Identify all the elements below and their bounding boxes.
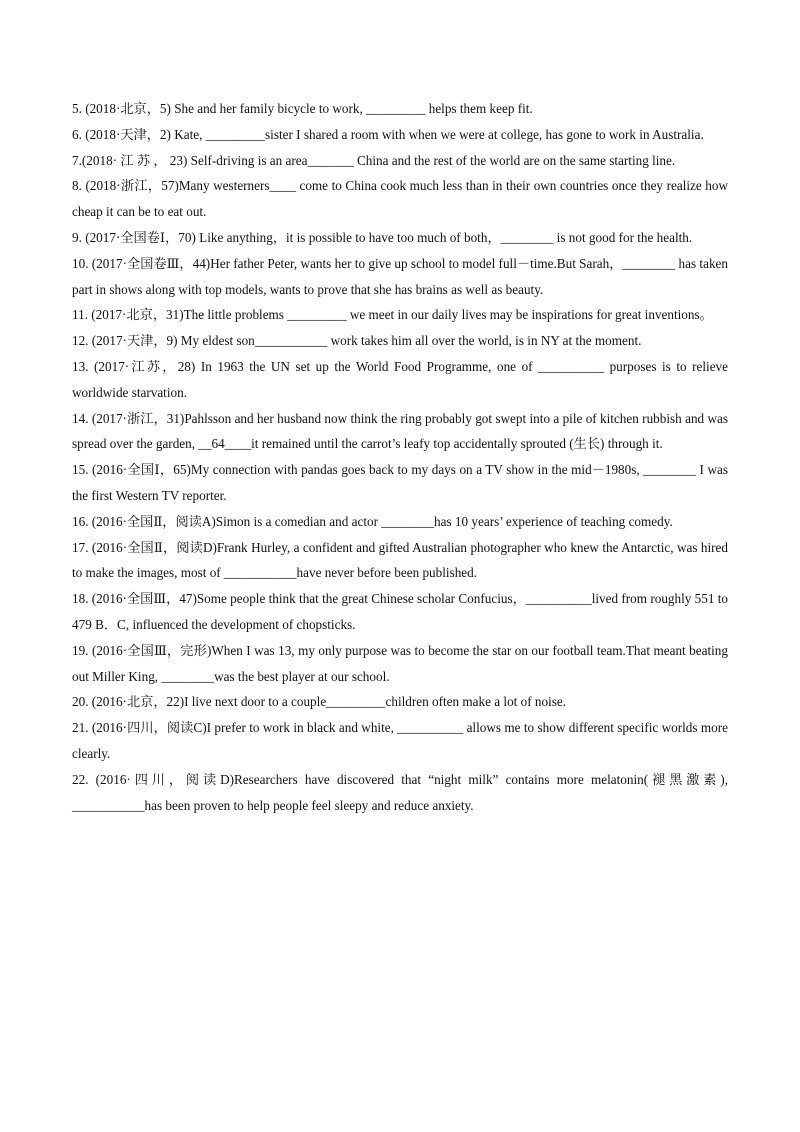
question-12: 12. (2017·天津，9) My eldest son___________ work takes him all over the world, is in NY at the moment. [72,333,642,349]
question-20: 20. (2016·北京，22)I live next door to a couple_________children often make a lot of noise. [72,694,567,710]
question-9: 9. (2017·全国卷Ⅰ，70) Like anything，it is possible to have too much of both，________ is not good for the health. [72,229,693,245]
question-22: 22. (2016·四川，阅读D)Researchers have discovered that “night milk” contains more melatonin(褪黑激素), ___________has been proven to help people feel sleepy and reduce anxiety. [72,771,728,813]
question-11: 11. (2017·北京，31)The little problems _________ we meet in our daily lives may be inspirations for great inventions。 [72,307,713,323]
question-8: 8. (2018·浙江，57)Many westerners____ come to China cook much less than in their own countries once they realize how cheap it can be to eat out. [72,178,728,220]
question-19: 19. (2016·全国Ⅲ，完形)When I was 13, my only purpose was to become the star on our football team.That meant beating out Miller King, ________was the best player at our school. [72,642,728,684]
question-list [72,96,728,818]
question-16: 16. (2016·全国Ⅱ，阅读A)Simon is a comedian and actor ________has 10 years’ experience of teaching comedy. [72,513,673,529]
question-14: 14. (2017·浙江，31)Pahlsson and her husband now think the ring probably got swept into a pile of kitchen rubbish and was spread over the garden, __64____it remained until the carrot’s leafy top accidentally sprouted (生长) through it. [72,410,728,452]
question-5: 5. (2018·北京，5) She and her family bicycle to work, _________ helps them keep fit. [72,101,533,116]
question-13: 13. (2017·江苏，28) In 1963 the UN set up the World Food Programme, one of __________ purposes is to relieve worldwide starvation. [72,358,728,400]
question-6: 6. (2018·天津，2) Kate, _________sister I shared a room with when we were at college, has gone to work in Australia. [72,126,704,142]
question-15: 15. (2016·全国Ⅰ，65)My connection with pandas goes back to my days on a TV show in the mid－1980s, ________ I was the first Western TV reporter. [72,462,728,503]
question-18: 18. (2016·全国Ⅲ，47)Some people think that the great Chinese scholar Confucius，__________lived from roughly 551 to 479 B．C, influenced the development of chopsticks. [72,591,728,632]
question-7: 7.(2018· 江 苏 ， 23) Self-driving is an area_______ China and the rest of the world are on the same starting line. [72,152,676,168]
question-21: 21. (2016·四川，阅读C)I prefer to work in black and white, __________ allows me to show different specific worlds more clearly. [72,720,728,761]
question-10: 10. (2017·全国卷Ⅲ，44)Her father Peter, wants her to give up school to model full－time.But Sarah，________ has taken part in shows along with top models, wants to prove that she has brains as well as beauty. [72,255,728,297]
question-17: 17. (2016·全国Ⅱ，阅读D)Frank Hurley, a confident and gifted Australian photographer who knew the Antarctic, was hired to make the images, most of ___________have never before been published. [72,539,728,581]
